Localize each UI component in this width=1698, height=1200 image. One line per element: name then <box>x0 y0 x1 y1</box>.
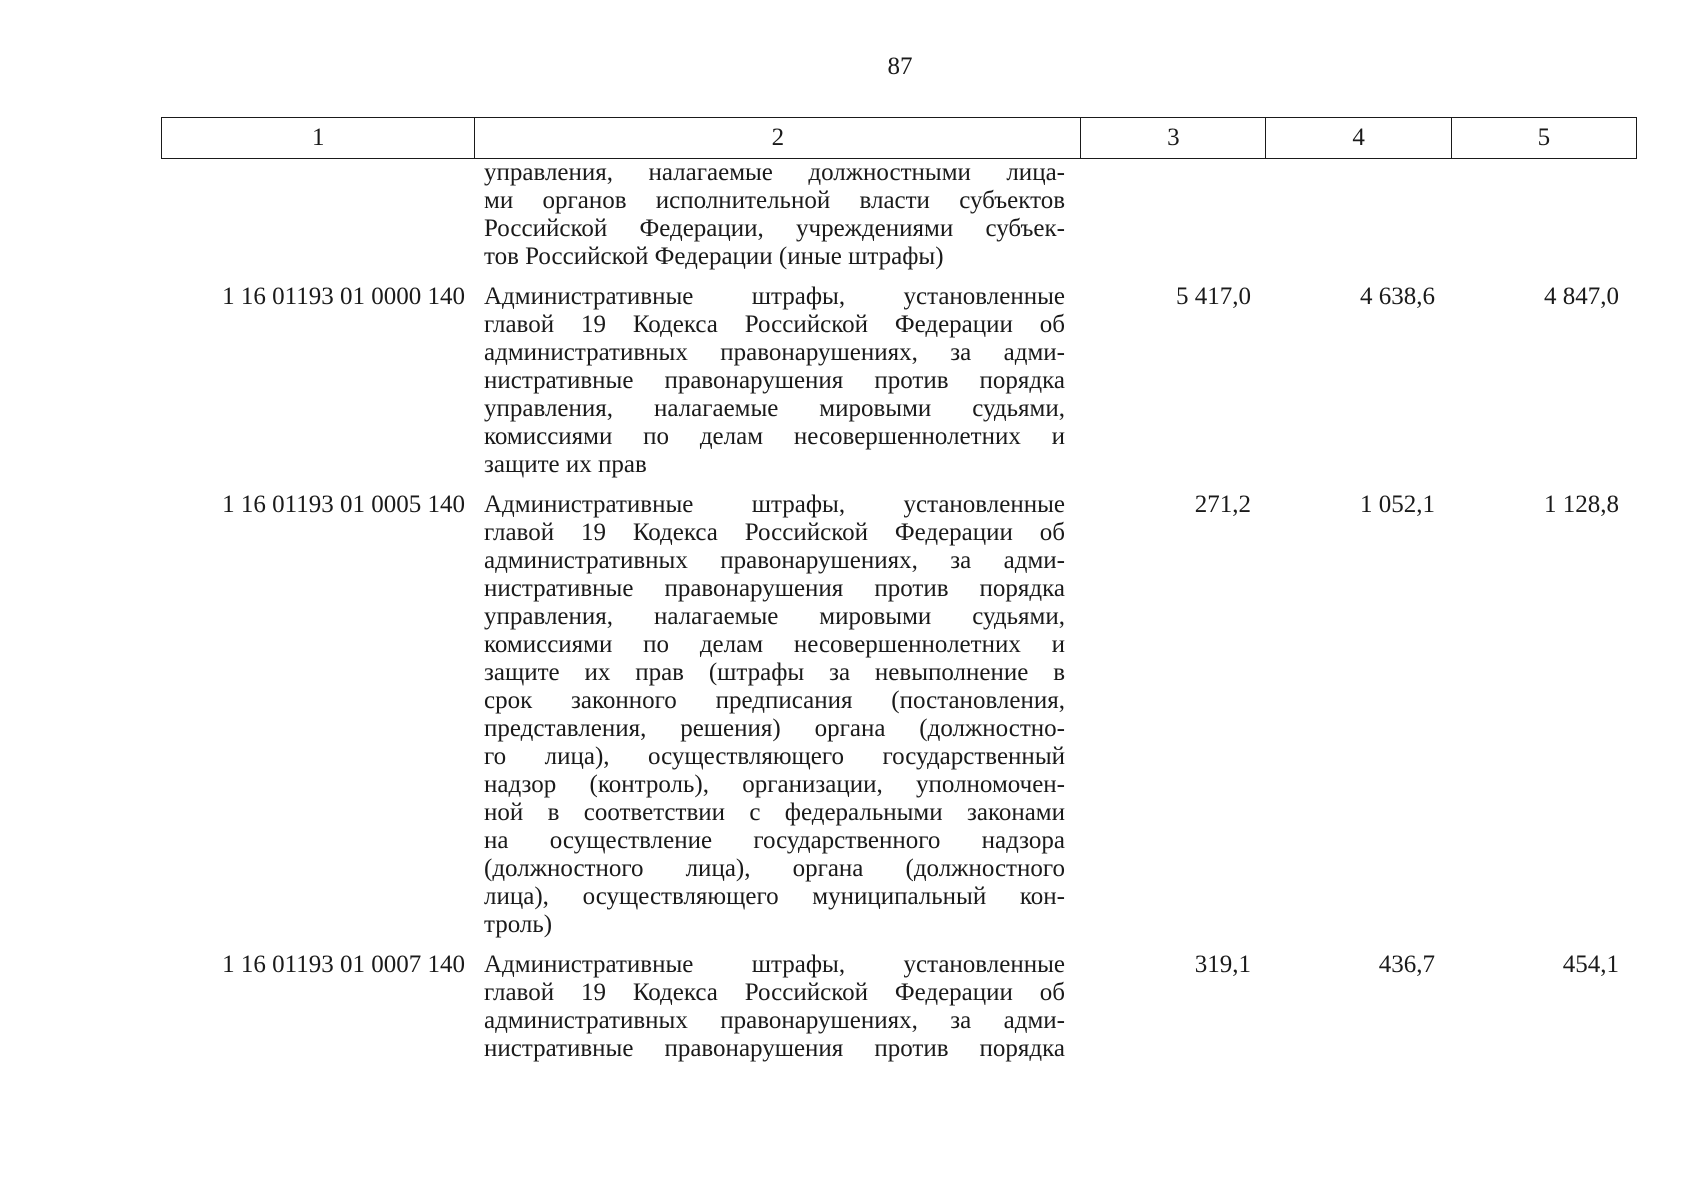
description-line: ной в соответствии с федеральными законами <box>484 799 1065 826</box>
row-value-col3: 271,2 <box>1194 491 1251 518</box>
description-line: тов Российской Федерации (иные штрафы) <box>484 243 944 270</box>
row-value-col5: 1 128,8 <box>1544 491 1619 518</box>
description-line: управления, налагаемые должностными лица- <box>484 159 1065 186</box>
header-col-5: 5 <box>1451 118 1636 159</box>
description-line: защите их прав (штрафы за невыполнение в <box>484 659 1065 686</box>
description-line: на осуществление государственного надзора <box>484 827 1065 854</box>
table-row <box>161 159 1637 271</box>
row-value-col4: 1 052,1 <box>1360 491 1435 518</box>
description-line: комиссиями по делам несовершеннолетних и <box>484 423 1065 450</box>
description-line: главой 19 Кодекса Российской Федерации об <box>484 519 1065 546</box>
description-line: главой 19 Кодекса Российской Федерации об <box>484 979 1065 1006</box>
table-row <box>161 491 1637 939</box>
description-line: главой 19 Кодекса Российской Федерации об <box>484 311 1065 338</box>
row-value-col3: 319,1 <box>1194 951 1251 978</box>
description-line: Административные штрафы, установленные <box>484 951 1065 978</box>
row-description <box>484 491 1065 939</box>
description-line: административных правонарушениях, за адми- <box>484 547 1065 574</box>
description-line: троль) <box>484 911 553 938</box>
row-value-col3: 5 417,0 <box>1176 283 1251 310</box>
table-row <box>161 283 1637 479</box>
description-line: нистративные правонарушения против порядка <box>484 367 1065 394</box>
header-col-1: 1 <box>162 118 475 159</box>
row-description <box>484 951 1065 1063</box>
row-description <box>484 159 1065 271</box>
header-col-3: 3 <box>1081 118 1266 159</box>
row-code: 1 16 01193 01 0005 140 <box>222 491 465 518</box>
header-col-2: 2 <box>475 118 1081 159</box>
description-line: управления, налагаемые мировыми судьями, <box>484 603 1065 630</box>
row-value-col4: 436,7 <box>1378 951 1435 978</box>
table-body <box>161 159 1637 1063</box>
description-line: (должностного лица), органа (должностного <box>484 855 1065 882</box>
row-code: 1 16 01193 01 0000 140 <box>222 283 465 310</box>
row-value-col4: 4 638,6 <box>1360 283 1435 310</box>
description-line: нистративные правонарушения против порядка <box>484 1035 1065 1062</box>
description-line: Административные штрафы, установленные <box>484 283 1065 310</box>
description-line: лица), осуществляющего муниципальный кон- <box>484 883 1065 910</box>
description-line: защите их прав <box>484 451 647 478</box>
description-line: управления, налагаемые мировыми судьями, <box>484 395 1065 422</box>
header-row <box>162 118 1637 159</box>
description-line: нистративные правонарушения против порядка <box>484 575 1065 602</box>
table-header <box>161 117 1637 159</box>
description-line: представления, решения) органа (должностно- <box>484 715 1065 742</box>
description-line: комиссиями по делам несовершеннолетних и <box>484 631 1065 658</box>
table-row <box>161 951 1637 1063</box>
description-line: срок законного предписания (постановления, <box>484 687 1065 714</box>
description-line: надзор (контроль), организации, уполномочен- <box>484 771 1065 798</box>
description-line: Административные штрафы, установленные <box>484 491 1065 518</box>
description-line: го лица), осуществляющего государственный <box>484 743 1065 770</box>
row-value-col5: 4 847,0 <box>1544 283 1619 310</box>
description-line: административных правонарушениях, за адми- <box>484 339 1065 366</box>
description-line: Российской Федерации, учреждениями субъек- <box>484 215 1065 242</box>
description-line: административных правонарушениях, за адми- <box>484 1007 1065 1034</box>
header-col-4: 4 <box>1266 118 1451 159</box>
row-value-col5: 454,1 <box>1562 951 1619 978</box>
page-number: 87 <box>887 53 913 80</box>
description-line: ми органов исполнительной власти субъектов <box>484 187 1065 214</box>
row-code: 1 16 01193 01 0007 140 <box>222 951 465 978</box>
row-description <box>484 283 1065 479</box>
